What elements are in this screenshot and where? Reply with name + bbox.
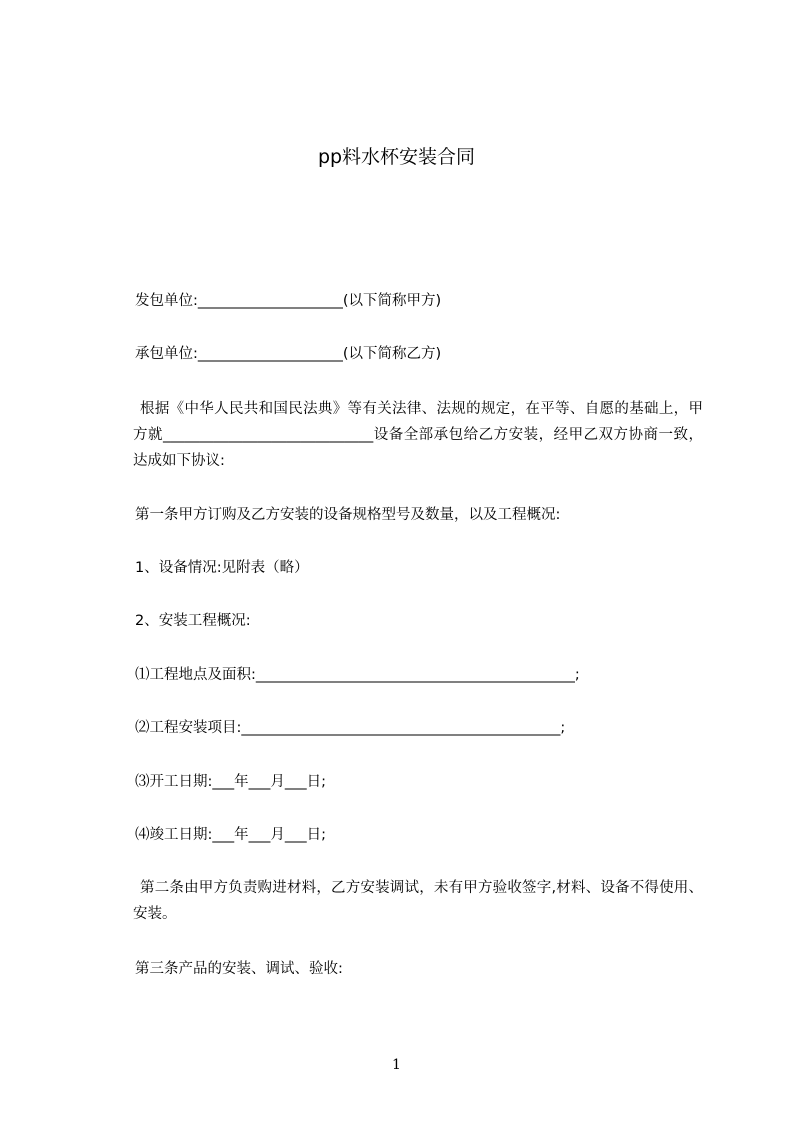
sub-item-4-line: ⑷竣工日期:___年___月___日; [135, 827, 327, 843]
item-2-line: 2、安装工程概况: [135, 613, 251, 629]
page-number: 1 [392, 1057, 401, 1073]
contractor-a-line: 发包单位:____________________(以下简称甲方) [135, 293, 442, 309]
sub-item-2-line: ⑵工程安装项目:____________________________________________; [135, 720, 566, 736]
document-title: pp料水杯安装合同 [317, 146, 476, 168]
sub-item-3-line: ⑶开工日期:___年___月___日; [135, 774, 327, 790]
article-2-paragraph: 第二条由甲方负责购进材料，乙方安装调试，未有甲方验收签字,材料、设备不得使用、安装。 [133, 880, 703, 922]
item-1-line: 1、设备情况:见附表（略） [135, 560, 309, 576]
contractor-b-line: 承包单位:____________________(以下简称乙方) [135, 346, 442, 362]
article-1-heading: 第一条甲方订购及乙方安装的设备规格型号及数量，以及工程概况: [135, 507, 561, 523]
article-3-heading: 第三条产品的安装、调试、验收: [135, 961, 343, 977]
sub-item-1-line: ⑴工程地点及面积:____________________________________________; [135, 667, 580, 683]
preamble-paragraph: 根据《中华人民共和国民法典》等有关法律、法规的规定，在平等、自愿的基础上，甲方就_____________________________设备全部承包给乙方安装，经甲乙双方协商一致，达成如下协议: [133, 401, 703, 469]
